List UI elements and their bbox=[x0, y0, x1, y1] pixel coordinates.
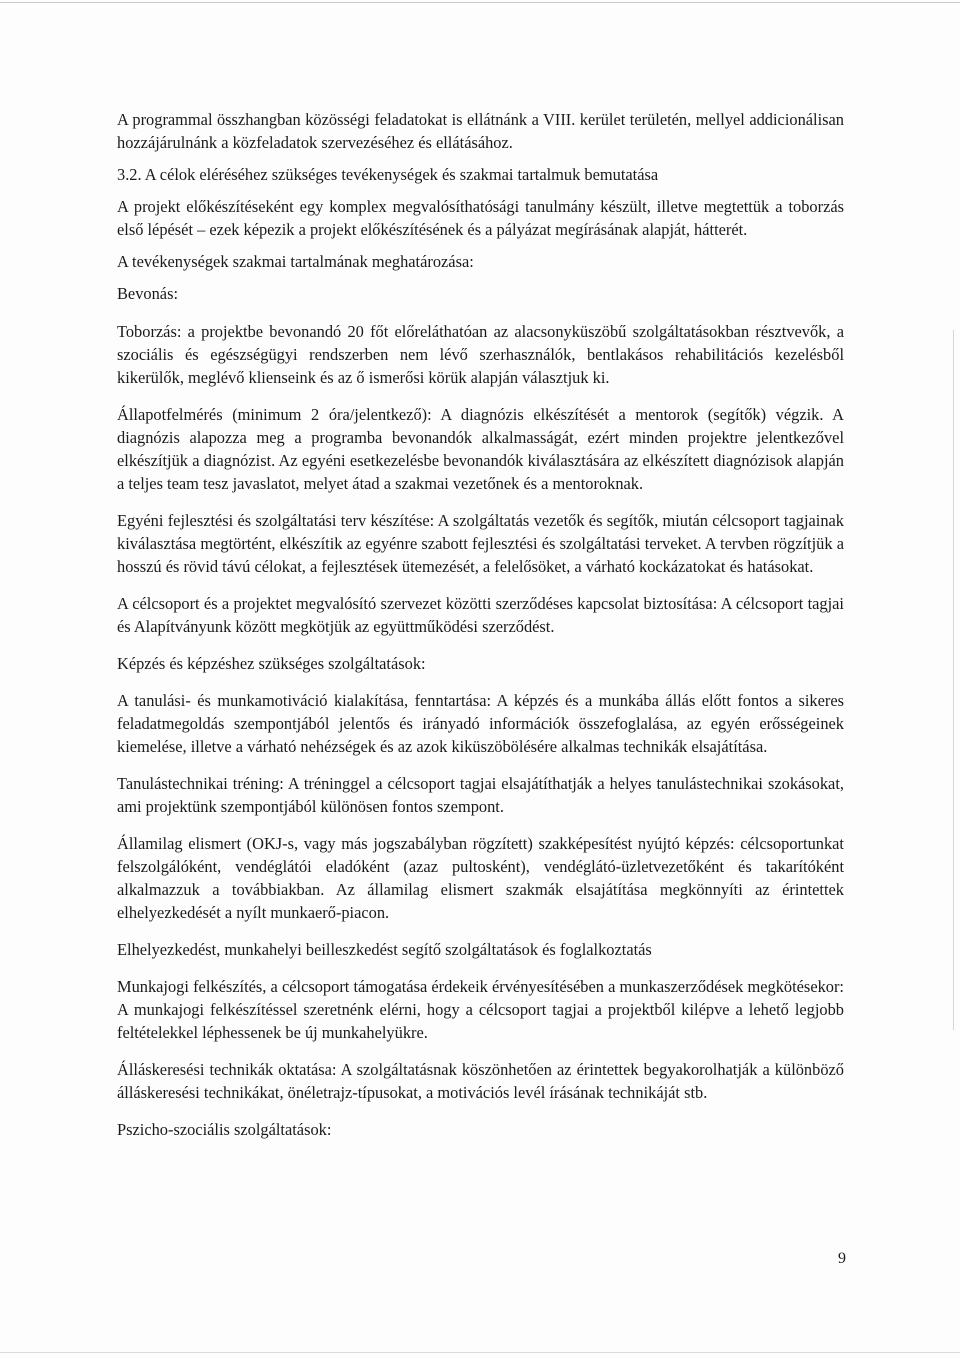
paragraph-learning-technique: Tanulástechnikai tréning: A tréninggel a célcsoport tagjai elsajátíthatják a helyes tanulástechnikai szokásokat, ami projektünk szempontjából különösen fontos szempont. bbox=[117, 774, 844, 816]
subheading-employment: Elhelyezkedést, munkahelyi beilleszkedést segítő szolgáltatások és foglalkoztatás bbox=[117, 940, 652, 959]
paragraph-motivation: A tanulási- és munkamotiváció kialakítása, fenntartása: A képzés és a munkába állás előtt fontos a sikeres feladatmegoldás szempontjából jelentős és irányadó információk összefoglalása, az egyén erősségeinek kiemelése, illetve a várható nehézségek és az azok kiküszöbölésére alkalmas technikák elsajátítása. bbox=[117, 691, 844, 756]
scan-edge-right bbox=[953, 330, 954, 1030]
paragraph-contract: A célcsoport és a projektet megvalósító szervezet közötti szerződéses kapcsolat biztosítása: A célcsoport tagjai és Alapítványunk között megkötjük az együttműködési szerződést. bbox=[117, 594, 844, 636]
page-number: 9 bbox=[838, 1250, 846, 1267]
subheading-psychosocial: Pszicho-szociális szolgáltatások: bbox=[117, 1120, 332, 1139]
section-heading-3-2: 3.2. A célok eléréséhez szükséges tevékenységek és szakmai tartalmuk bemutatása bbox=[117, 165, 659, 184]
paragraph-job-search: Álláskeresési technikák oktatása: A szolgáltatásnak köszönhetően az érintettek begyakorolhatják a különböző álláskeresési technikákat, önéletrajz-típusokat, a motivációs levél írásának technikáját stb. bbox=[117, 1060, 844, 1102]
paragraph-assessment: Állapotfelmérés (minimum 2 óra/jelentkező): A diagnózis elkészítését a mentorok (segítők) végzik. A diagnózis alapozza meg a programba bevonandók alkalmasságát, ezért minden projektre jelentkezővel elkészítjük a diagnózist. Az egyéni esetkezelésbe bevonandók kiválasztására az elkészített diagnózisok alapján a teljes team tesz javaslatot, melyet átad a szakmai vezetőnek és a mentoroknak. bbox=[117, 405, 844, 493]
document-body bbox=[117, 108, 844, 1141]
scan-edge-top bbox=[0, 2, 960, 3]
paragraph-labour-law: Munkajogi felkészítés, a célcsoport támogatása érdekeik érvényesítésében a munkaszerződések megkötésekor: A munkajogi felkészítéssel szeretnénk elérni, hogy a célcsoport tagjai a projektből kilépve a lehető legjobb feltételekkel léphessenek be új munkahelyükre. bbox=[117, 977, 844, 1042]
paragraph-intro: A programmal összhangban közösségi feladatokat is ellátnánk a VIII. kerület területén, mellyel addicionálisan hozzájárulnánk a közfeladatok szervezéséhez és ellátásához. bbox=[117, 110, 844, 152]
paragraph-individual-plan: Egyéni fejlesztési és szolgáltatási terv készítése: A szolgáltatás vezetők és segítők, miután célcsoport tagjainak kiválasztása megtörtént, elkészítik az egyénre szabott fejlesztési és szolgáltatási terveket. A tervben rögzítjük a hosszú és rövid távú célokat, a fejlesztések ütemezését, a felelősöket, a várható kockázatokat és hatásokat. bbox=[117, 511, 844, 576]
subheading-involvement: Bevonás: bbox=[117, 284, 179, 303]
paragraph-recruitment: Toborzás: a projektbe bevonandó 20 főt előreláthatóan az alacsonyküszöbű szolgáltatásokban résztvevők, a szociális és egészségügyi rendszerben nem lévő szerhasználók, bentlakásos rehabilitációs kezelésből kikerülők, meglévő klienseink és az ő ismerősi körük alapján választjuk ki. bbox=[117, 322, 844, 387]
paragraph-state-qualification: Államilag elismert (OKJ-s, vagy más jogszabályban rögzített) szakképesítést nyújtó képzés: célcsoportunkat felszolgálóként, vendéglátói eladóként (azaz pultosként), vendéglátó-üzletvezetőként és takarítóként alkalmazzuk a továbbiakban. Az államilag elismert szakmák elsajátítása megkönnyíti az érintettek elhelyezkedését a nyílt munkaerő-piacon. bbox=[117, 834, 844, 922]
scan-edge-bottom bbox=[0, 1352, 960, 1353]
subheading-training: Képzés és képzéshez szükséges szolgáltatások: bbox=[117, 654, 426, 673]
paragraph-activities-heading: A tevékenységek szakmai tartalmának meghatározása: bbox=[117, 252, 474, 271]
paragraph-preparation: A projekt előkészítéseként egy komplex megvalósíthatósági tanulmány készült, illetve megtettük a toborzás első lépését – ezek képezik a projekt előkészítésének és a pályázat megírásának alapját, hátterét. bbox=[117, 197, 844, 239]
